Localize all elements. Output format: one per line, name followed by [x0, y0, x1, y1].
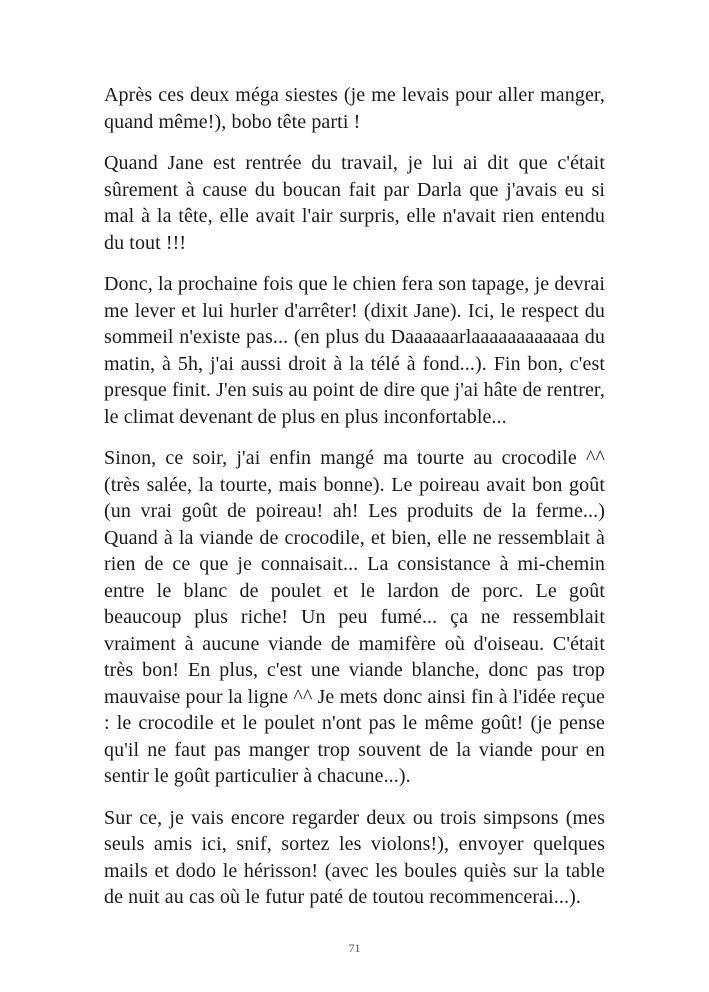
- paragraph-5: Sur ce, je vais encore regarder deux ou trois simpsons (mes seuls amis ici, snif, sortez les violons!), envoyer quelques mails et dodo le hérisson! (avec les boules quiès sur la table de nuit au cas où le futur paté de toutou recommencerai...).: [104, 806, 605, 908]
- paragraph-3: Donc, la prochaine fois que le chien fera son tapage, je devrai me lever et lui hurler d'arrêter! (dixit Jane). Ici, le respect du sommeil n'existe pas... (en plus du Daaaaaarlaaaaaaaaaaaa du matin, à 5h, j'ai aussi droit à la télé à fond...). Fin bon, c'est presque finit. J'en suis au point de dire que j'ai hâte de rentrer, le climat devenant de plus en plus inconfortable...: [104, 273, 605, 428]
- paragraph-4: Sinon, ce soir, j'ai enfin mangé ma tourte au crocodile ^^ (très salée, la tourte, mais bonne). Le poireau avait bon goût (un vrai goût de poireau! ah! Les produits de la ferme...) Quand à la viande de crocodile, et bien, elle ne ressemblait à rien de ce que je connaisait... La consistance à mi-chemin entre le blanc de poulet et le lardon de porc. Le goût beaucoup plus riche! Un peu fumé... ça ne ressemblait vraiment à aucune viande de mamifère où d'oiseau. C'était très bon! En plus, c'est une viande blanche, donc pas trop mauvaise pour la ligne ^^ Je mets donc ainsi fin à l'idée reçue : le crocodile et le poulet n'ont pas le même goût! (je pense qu'il ne faut pas manger trop souvent de la viande pour en sentir le goût particulier à chacune...).: [104, 447, 605, 787]
- body-text: [104, 82, 605, 926]
- page-number: 71: [348, 941, 361, 955]
- paragraph-2: Quand Jane est rentrée du travail, je lui ai dit que c'était sûrement à cause du boucan fait par Darla que j'avais eu si mal à la tête, elle avait l'air surpris, elle n'avait rien entendu du tout !!!: [104, 152, 605, 254]
- paragraph-1: Après ces deux méga siestes (je me levais pour aller manger, quand même!), bobo tête parti !: [104, 84, 605, 133]
